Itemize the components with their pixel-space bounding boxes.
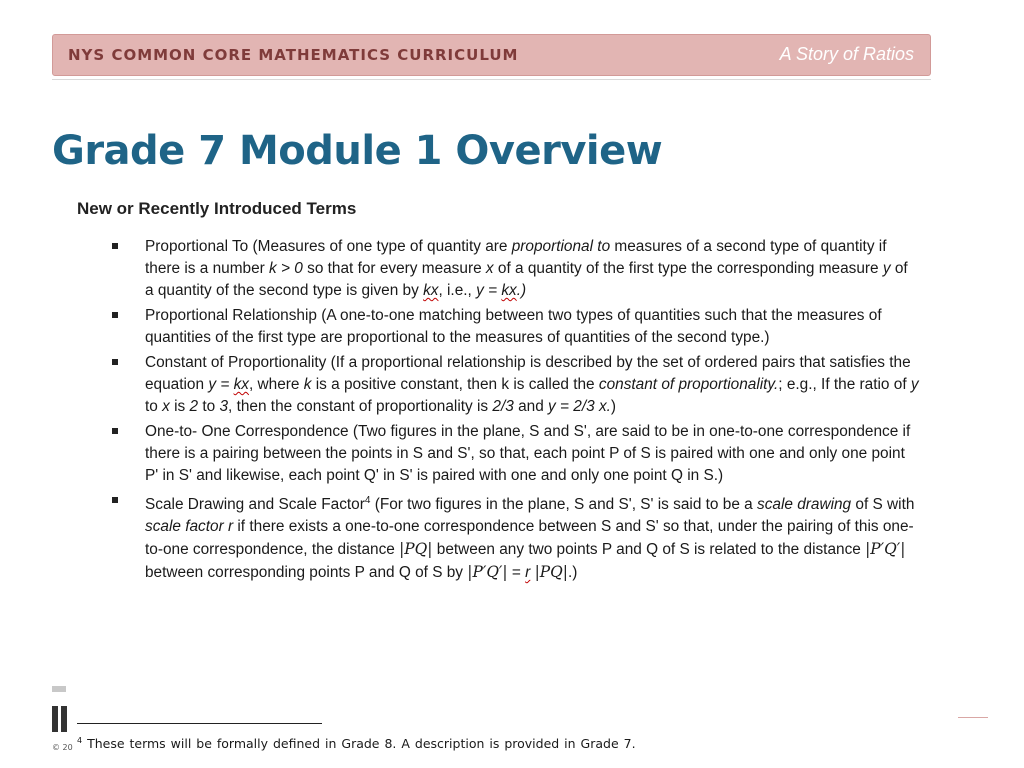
- header-divider: [52, 79, 931, 80]
- term-proportional-relationship: Proportional Relationship (A one-to-one matching between two types of quantities such that the measures of quantities of the first type are proportional to the measures of quantities of the second type.): [108, 305, 920, 349]
- section-heading: New or Recently Introduced Terms: [77, 199, 357, 218]
- term-proportional-to: Proportional To (Measures of one type of quantity are proportional to measures of a second type of quantity if there is a number k > 0 so that for every measure x of a quantity of the first type the corresponding measure y of a quantity of the second type is given by kx, i.e., y = kx.): [108, 236, 920, 302]
- story-label: A Story of Ratios: [779, 44, 914, 64]
- square-bullet-icon: [112, 312, 118, 318]
- left-gray-mark: [52, 686, 66, 692]
- header-band: [52, 34, 931, 76]
- footnote-divider: [77, 723, 322, 724]
- square-bullet-icon: [112, 243, 118, 249]
- term-one-to-one-correspondence: One-to- One Correspondence (Two figures in the plane, S and S', are said to be in one-to-one correspondence if there is a pairing between the points in S and S', so that, each point P of S is paired with one and only one point P' in S' and likewise, each point Q' in S' is paired with one and only one point Q in S.): [108, 421, 920, 487]
- curriculum-label: NYS COMMON CORE MATHEMATICS CURRICULUM: [68, 46, 519, 64]
- square-bullet-icon: [112, 359, 118, 365]
- footnote: [77, 736, 636, 751]
- square-bullet-icon: [112, 428, 118, 434]
- left-bar-marks: [52, 706, 68, 732]
- term-constant-of-proportionality: Constant of Proportionality (If a proportional relationship is described by the set of ordered pairs that satisfies the equation y = kx, where k is a positive constant, then k is called the constant of proportionality.; e.g., If the ratio of y to x is 2 to 3, then the constant of proportionality is 2/3 and y = 2/3 x.): [108, 352, 920, 418]
- footnote-mark: 4: [77, 736, 83, 745]
- page-title: Grade 7 Module 1 Overview: [52, 128, 663, 174]
- term-list: [108, 236, 920, 587]
- footnote-text: These terms will be formally defined in Grade 8. A description is provided in Grade 7.: [82, 736, 636, 752]
- right-accent-line: [958, 717, 988, 718]
- square-bullet-icon: [112, 497, 118, 503]
- copyright-text: © 20: [52, 743, 73, 752]
- footnote-ref: 4: [364, 495, 371, 506]
- term-scale-drawing: Scale Drawing and Scale Factor$^4$ (For two figures in the plane, S and S', S' is said to be a scale drawing of S with scale factor r if there exists a one-to-one correspondence between S and S' so that, under the pairing of this one-to-one correspondence, the distance |PQ| between any two points P and Q of S is related to the distance |P′Q′| between corresponding points P and Q of S by |P′Q′| = r |PQ|.): [108, 490, 920, 584]
